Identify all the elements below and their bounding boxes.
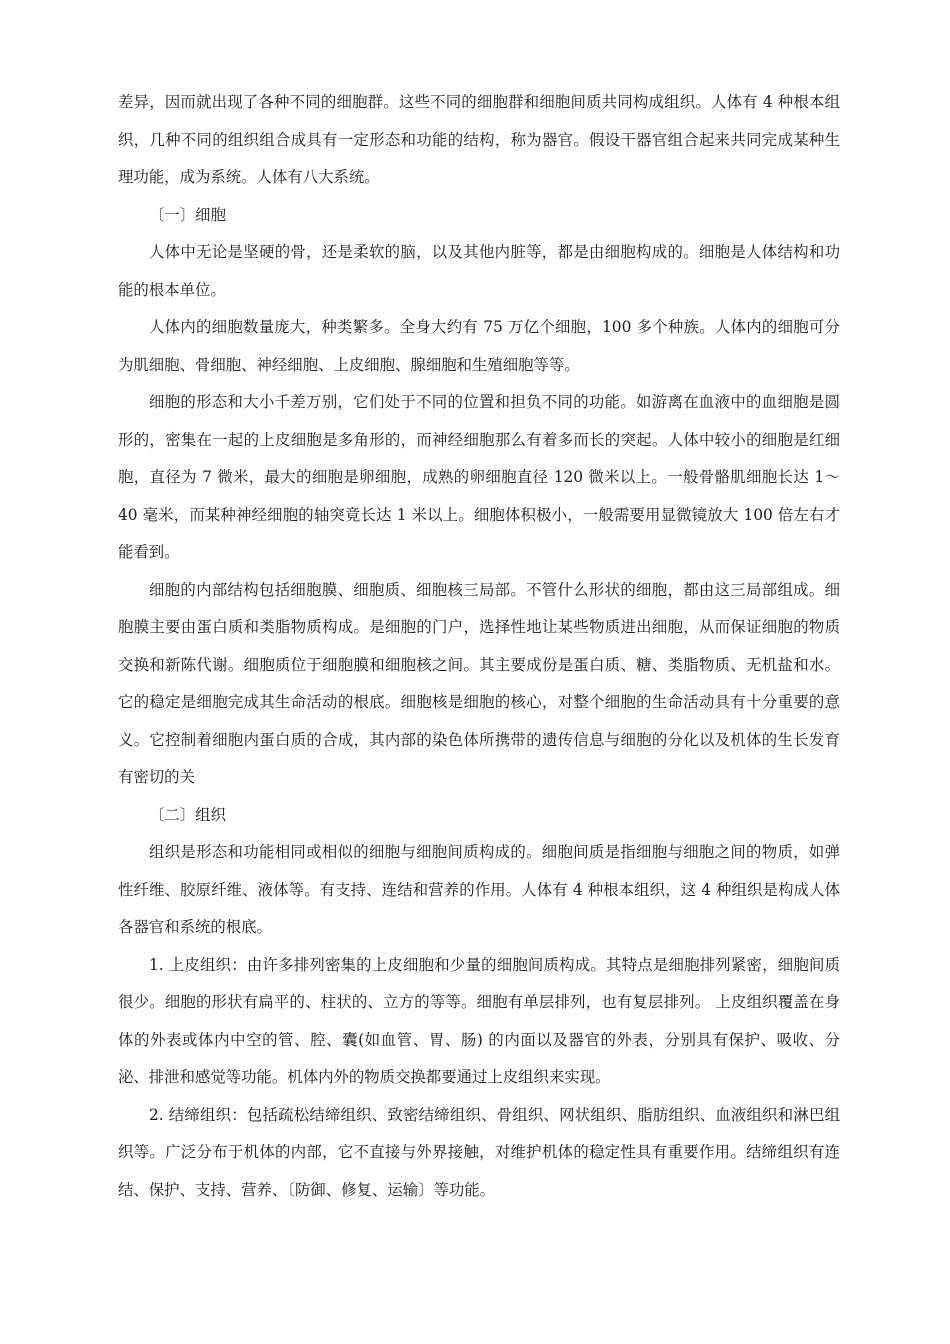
- list-item-epithelial: 1. 上皮组织：由许多排列密集的上皮细胞和少量的细胞间质构成。其特点是细胞排列紧密，细胞间质很少。细胞的形状有扁平的、柱状的、立方的等等。细胞有单层排列，也有复层排列。 上皮组织覆盖在身体的外表或体内中空的管、腔、囊(如血管、胃、肠) 的内面以及器官的外表，分别具有保护、吸收、分泌、排泄和感觉等功能。机体内外的物质交换都要通过上皮组织来实现。: [118, 955, 840, 1086]
- list-item-connective: 2. 结缔组织：包括疏松结缔组织、致密结缔组织、骨组织、网状组织、脂肪组织、血液组织和淋巴组织等。广泛分布于机体的内部，它不直接与外界接触，对维护机体的稳定性具有重要作用。结缔组织有连结、保护、支持、营养、〔防御、修复、运输〕等功能。: [118, 1105, 840, 1199]
- body-paragraph: 人体内的细胞数量庞大，种类繁多。全身大约有 75 万亿个细胞，100 多个种族。人体内的细胞可分为肌细胞、骨细胞、神经细胞、上皮细胞、腺细胞和生殖细胞等等。: [118, 318, 840, 374]
- body-paragraph: 组织是形态和功能相同或相似的细胞与细胞间质构成的。细胞间质是指细胞与细胞之间的物质，如弹性纤维、胶原纤维、液体等。有支持、连结和营养的作用。人体有 4 种根本组织，这 4 种组织是构成人体各器官和系统的根底。: [118, 843, 840, 936]
- section-heading-tissue: 〔二〕组织: [149, 805, 226, 824]
- body-paragraph: 细胞的内部结构包括细胞膜、细胞质、细胞核三局部。不管什么形状的细胞，都由这三局部组成。细胞膜主要由蛋白质和类脂物质构成。是细胞的门户，选择性地让某些物质进出细胞，从而保证细胞的物质交换和新陈代谢。细胞质位于细胞膜和细胞核之间。其主要成份是蛋白质、糖、类脂物质、无机盐和水。它的稳定是细胞完成其生命活动的根底。细胞核是细胞的核心，对整个细胞的生命活动具有十分重要的意义。它控制着细胞内蛋白质的合成，其内部的染色体所携带的遗传信息与细胞的分化以及机体的生长发育有密切的关: [118, 580, 840, 786]
- document-page: [118, 84, 840, 1209]
- body-paragraph: 细胞的形态和大小千差万别，它们处于不同的位置和担负不同的功能。如游离在血液中的血细胞是圆形的，密集在一起的上皮细胞是多角形的，而神经细胞那么有着多而长的突起。人体中较小的细胞是红细胞，直径为 7 微米，最大的细胞是卵细胞，成熟的卵细胞直径 120 微米以上。一般骨骼肌细胞长达 1～40 毫米，而某种神经细胞的轴突竟长达 1 米以上。细胞体积极小，一般需要用显微镜放大 100 倍左右才能看到。: [118, 393, 840, 561]
- section-heading-cell: 〔一〕细胞: [149, 205, 226, 224]
- continuation-paragraph: 差异，因而就出现了各种不同的细胞群。这些不同的细胞群和细胞间质共同构成组织。人体有 4 种根本组织，几种不同的组织组合成具有一定形态和功能的结构，称为器官。假设干器官组合起来共同完成某种生理功能，成为系统。人体有八大系统。: [118, 93, 840, 186]
- body-paragraph: 人体中无论是坚硬的骨，还是柔软的脑，以及其他内脏等，都是由细胞构成的。细胞是人体结构和功能的根本单位。: [118, 243, 840, 299]
